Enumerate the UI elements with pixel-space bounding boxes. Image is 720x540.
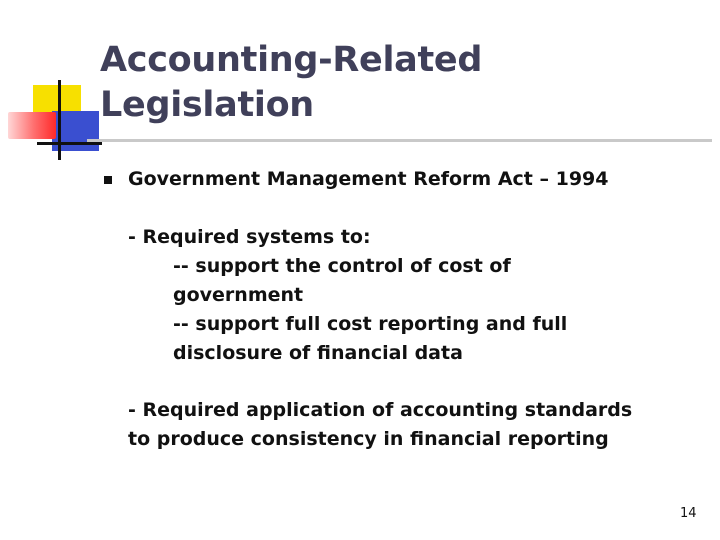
standards-line: to produce consistency in financial reporting — [128, 428, 609, 450]
requirements-block — [128, 223, 567, 368]
title-line-1: Accounting-Related — [100, 40, 483, 80]
decorative-horizontal-line — [37, 142, 102, 145]
page-number: 14 — [680, 506, 697, 521]
decorative-vertical-line — [58, 80, 61, 160]
slide-title — [100, 38, 482, 128]
decorative-red-bar — [8, 112, 56, 139]
requirement-line: government — [173, 284, 304, 306]
standards-line: - Required application of accounting standards — [128, 399, 633, 421]
bullet-heading: Government Management Reform Act – 1994 — [128, 168, 609, 190]
title-divider — [87, 139, 712, 142]
requirements-lead: - Required systems to: — [128, 226, 371, 248]
requirement-line: -- support full cost reporting and full — [173, 313, 568, 335]
requirement-line: -- support the control of cost of — [173, 255, 511, 277]
square-bullet-icon — [104, 176, 112, 184]
title-line-2: Legislation — [100, 85, 314, 125]
requirement-line: disclosure of financial data — [173, 342, 463, 364]
standards-block — [128, 396, 632, 454]
